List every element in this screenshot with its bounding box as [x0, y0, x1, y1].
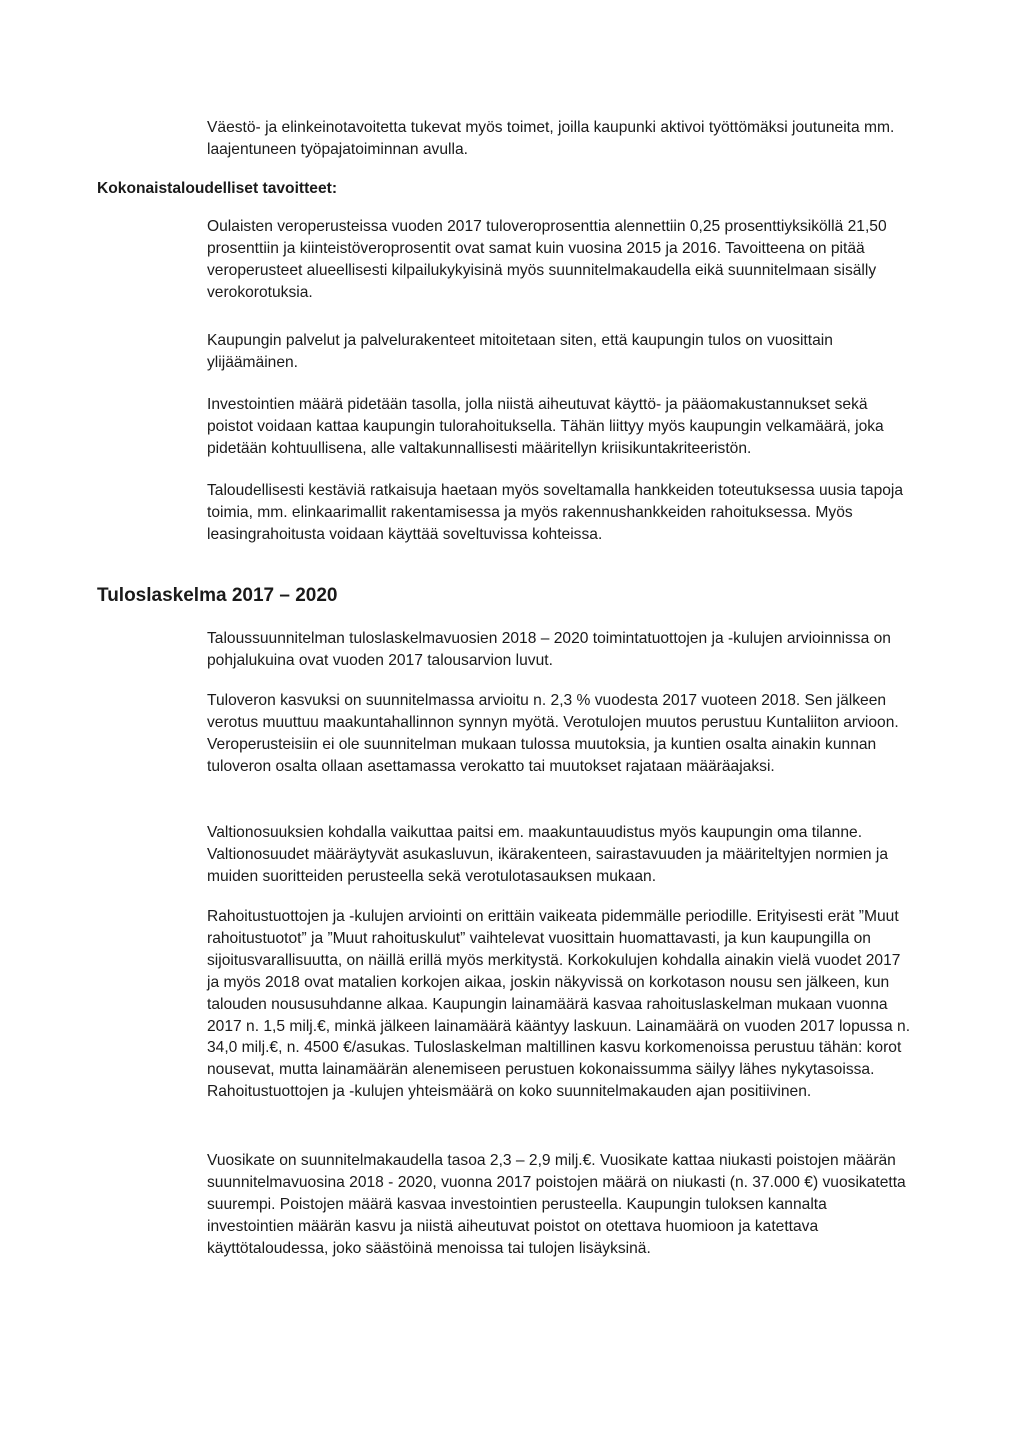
- intro-paragraph: Väestö- ja elinkeinotavoitetta tukevat myös toimet, joilla kaupunki aktivoi työttömäksi joutuneita mm. laajentuneen työpajatoiminnan avulla.: [207, 119, 895, 158]
- tuloslaskelma-paragraph-5: Vuosikate on suunnitelmakaudella tasoa 2,3 – 2,9 milj.€. Vuosikate kattaa niukasti poistojen määrän suunnitelmavuosina 2018 - 2020, vuonna 2017 poistojen määrä on niukasti (n. 37.000 €) vuosikatetta suurempi. Poistojen määrä kasvaa investointien perusteella. Kaupungin tuloksen kannalta investointien määrän kasvu ja niistä aiheutuvat poistot on otettava huomioon ja katettava käyttötaloudessa, joko säästöinä menoissa tai tulojen lisäyksinä.: [207, 1152, 906, 1257]
- kokonaistaloudelliset-heading: Kokonaistaloudelliset tavoitteet:: [97, 180, 338, 197]
- tuloslaskelma-heading: Tuloslaskelma 2017 – 2020: [97, 585, 338, 606]
- kokonaistaloudelliset-paragraph-4: Taloudellisesti kestäviä ratkaisuja haetaan myös soveltamalla hankkeiden toteutuksessa uusia tapoja toimia, mm. elinkaarimallit rakentamisessa ja myös rakennushankkeiden rahoituksessa. Myös leasingrahoitusta voidaan käyttää soveltuvissa kohteissa.: [207, 482, 904, 543]
- tuloslaskelma-paragraph-2: Tuloveron kasvuksi on suunnitelmassa arvioitu n. 2,3 % vuodesta 2017 vuoteen 2018. Sen jälkeen verotus muuttuu maakuntahallinnon synnyn myötä. Verotulojen muutos perustuu Kuntaliiton arvioon. Veroperusteisiin ei ole suunnitelman mukaan tulossa muutoksia, ja kuntien osalta ainakin kunnan tuloveron osalta ollaan asettamassa verokatto tai muutokset rajataan määräajaksi.: [207, 692, 899, 775]
- tuloslaskelma-paragraph-3: Valtionosuuksien kohdalla vaikuttaa paitsi em. maakuntauudistus myös kaupungin oma tilanne. Valtionosuudet määräytyvät asukasluvun, ikärakenteen, sairastavuuden ja määriteltyjen normien ja muiden suoritteiden perusteella sekä verotulotasauksen mukaan.: [207, 824, 889, 885]
- kokonaistaloudelliset-paragraph-1: Oulaisten veroperusteissa vuoden 2017 tuloveroprosenttia alennettiin 0,25 prosenttiyksiköllä 21,50 prosenttiin ja kiinteistöveroprosentit ovat samat kuin vuosina 2015 ja 2016. Tavoitteena on pitää veroperusteet alueellisesti kilpailukykyisinä myös suunnitelmakaudella eikä suunnitelmaan sisälly verokorotuksia.: [207, 218, 887, 301]
- tuloslaskelma-paragraph-1: Taloussuunnitelman tuloslaskelmavuosien 2018 – 2020 toimintatuottojen ja -kulujen arvioinnissa on pohjalukuina ovat vuoden 2017 talousarvion luvut.: [207, 630, 891, 669]
- kokonaistaloudelliset-paragraph-2: Kaupungin palvelut ja palvelurakenteet mitoitetaan siten, että kaupungin tulos on vuosittain ylijäämäinen.: [207, 332, 833, 371]
- kokonaistaloudelliset-paragraph-3: Investointien määrä pidetään tasolla, jolla niistä aiheutuvat käyttö- ja pääomakustannukset sekä poistot voidaan kattaa kaupungin tulorahoituksella. Tähän liittyy myös kaupungin velkamäärä, joka pidetään kohtuullisena, alle valtakunnallisesti määritellyn kriisikuntakriteeristön.: [207, 396, 884, 457]
- tuloslaskelma-paragraph-4: Rahoitustuottojen ja -kulujen arviointi on erittäin vaikeata pidemmälle periodille. Erityisesti erät ”Muut rahoitustuotot” ja ”Muut rahoituskulut” vaihtelevat vuosittain huomattavasti, ja kun kaupungilla on sijoitusvarallisuutta, on näillä erillä myös merkitystä. Korkokulujen kohdalla ainakin vielä vuodet 2017 ja myös 2018 ovat matalien korkojen aikaa, joskin näkyvissä on korkotason nousu sen jälkeen, kun talouden noususuhdanne alkaa. Kaupungin lainamäärä kasvaa rahoituslaskelman mukaan vuonna 2017 n. 1,5 milj.€, minkä jälkeen lainamäärä kääntyy laskuun. Lainamäärä on vuoden 2017 lopussa n. 34,0 milj.€, n. 4500 €/asukas. Tuloslaskelman maltillinen kasvu korkomenoissa perustuu tähän: korot nousevat, mutta lainamäärän alenemiseen perustuen kokonaissumma säilyy lähes nykytasoissa. Rahoitustuottojen ja -kulujen yhteismäärä on koko suunnitelmakauden ajan positiivinen.: [207, 908, 911, 1101]
